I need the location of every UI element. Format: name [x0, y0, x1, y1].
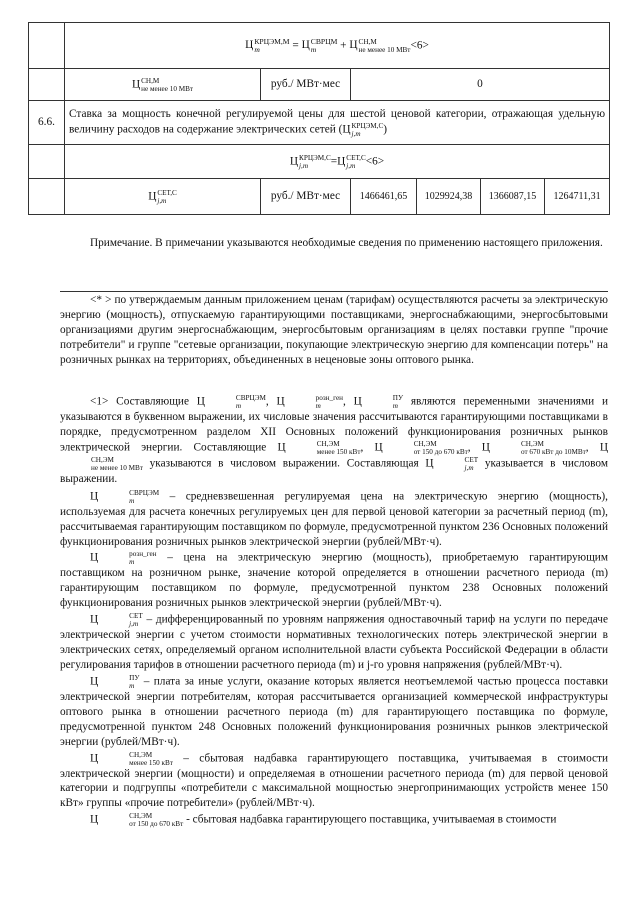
- value-cell: 1029924,38: [417, 179, 481, 215]
- footnote-1-text: <1> Составляющие Ц СВРЦЭМ m , Ц розн_ген m , Ц ПУ m являются переменными значениями и указываются в буквенном выражении, их числовые значения рассчитываются гарантирующими поставщиками в порядке, предусмотренном разделом XII Основных положений функционирования розничных рынков электрической энергии. Составляющие Ц СН,ЭМ менее 150 кВт , Ц СН,ЭМ от 150 до 670 кВт , Ц СН,ЭМ от 670 кВт до 10МВт , Ц СН,ЭМ не менее 10 МВт указываются в числовом выражении. Составляющая Ц СЕТ j,m указывается в числовом выражении.: [60, 394, 609, 485]
- definition-item: Ц СЕТ j,m – дифференцированный по уровням напряжения одноставочный тариф на услуги по передаче электрической энергии с учетом стоимости нормативных технологических потерь электрической энергии в электрических сетях, определяемый органом исполнительной власти субъекта Российской Федерации в области регулирования тарифов в отношении расчетного периода (m) и j-го уровня напряжения (рублей/МВт·ч).: [60, 612, 608, 671]
- section-text: Ставка за мощность конечной регулируемой цены для шестой ценовой категории, отражающая удельную величину расходов на содержание электрических сетей (Ц КРЦЭМ,С j,m ): [65, 101, 610, 145]
- unit-cell: руб./ МВт·мес: [261, 179, 351, 215]
- table-row: [29, 69, 610, 101]
- footnote-star: [60, 293, 608, 370]
- tariff-table: [28, 22, 610, 215]
- definition-item: Ц СН,ЭМ менее 150 кВт – сбытовая надбавка гарантирующего поставщика, учитываемая в стоимости электрической энергии (мощности) и определяемая в отношении расчетного периода (m) для первой ценовой категории и подгруппы «потребители с максимальной мощностью энергопринимающих устройств менее 150 кВт» группы «прочие потребители» (рублей/МВт·ч).: [60, 750, 608, 810]
- footnote-1: [60, 394, 608, 829]
- table-cell: [29, 69, 65, 101]
- definition-item: Ц ПУ m – плата за иные услуги, оказание которых является неотъемлемой частью процесса поставки электрической энергии потребителям, которая рассчитывается организацией коммерческой инфраструктуры оптового рынка в отношении расчетного периода (m) для гарантирующего поставщика по формуле, предусмотренной пунктом 248 Основных положений функционирования розничных рынков электрической энергии (рублей/МВт·ч).: [60, 673, 608, 748]
- value-cell: 1366087,15: [481, 179, 545, 215]
- formula-cell: Ц КРЦЭМ,М m = Ц СВРЦМ m + Ц СН,М не менее 10 МВт <6>: [65, 23, 610, 69]
- table-cell: [29, 145, 65, 179]
- formula-symbol: Ц СН,М не менее 10 МВт: [349, 37, 411, 54]
- value-cell: 1264711,31: [545, 179, 610, 215]
- value-cell: 1466461,65: [351, 179, 417, 215]
- table-row: [29, 23, 610, 69]
- unit-cell: руб./ МВт·мес: [261, 69, 351, 101]
- table-row: [29, 179, 610, 215]
- value-cell: 0: [351, 69, 610, 101]
- formula-symbol: Ц КРЦЭМ,М m: [245, 36, 290, 54]
- section-number: 6.6.: [29, 101, 65, 145]
- footnote-star-text: <* > по утверждаемым данным приложением ценам (тарифам) осуществляются расчеты за электрическую энергию (мощность), отпускаемую гарантирующими поставщиками, энергоснабжающими, энергосбытовыми организациями другим энергоснабжающим, энергосбытовым организациям в целях поставки группе "прочие потребители" и группе "сетевые организации, покупающие электрическую энергию для компенсации потерь" на розничных рынках на территориях, объединенных в неценовые зоны оптового рынка.: [60, 294, 608, 366]
- definition-item: Ц СВРЦЭМ m – средневзвешенная регулируемая цена на электрическую энергию (мощность), используемая для расчета конечных регулируемых цен для первой ценовой категории за расчетный период (m), рассчитываемая гарантирующим поставщиком по формуле, предусмотренной пунктом 236 Основных положений функционирования розничных рынков электрической энергии (рублей/МВт·ч).: [60, 488, 608, 548]
- formula-symbol: Ц СВРЦМ m: [301, 36, 338, 54]
- table-row: [29, 101, 610, 145]
- table-cell: [29, 179, 65, 215]
- definition-item: Ц розн_ген m – цена на электрическую энергию (мощность), приобретаемую гарантирующим поставщиком на розничном рынке, значение которой определяется в отношении расчетного периода (m) гарантирующим поставщиком по формуле, предусмотренной пунктом 238 Основных положений функционирования розничных рынков электрической энергии (рублей/МВт·ч).: [60, 550, 608, 610]
- table-cell: [29, 23, 65, 69]
- footnote-divider: [60, 291, 608, 292]
- symbol-cell: Ц СЕТ,С j,m: [65, 179, 261, 215]
- symbol-cell: Ц СН,М не менее 10 МВт: [65, 69, 261, 101]
- definition-item: Ц СН,ЭМ от 150 до 670 кВт - сбытовая надбавка гарантирующего поставщика, учитываемая в стоимости: [90, 812, 557, 829]
- note-paragraph: Примечание. В примечании указываются необходимые сведения по применению настоящего приложения.: [90, 237, 603, 249]
- table-row: [29, 145, 610, 179]
- formula-cell: Ц КРЦЭМ,С j,m =Ц СЕТ,С j,m <6>: [65, 145, 610, 179]
